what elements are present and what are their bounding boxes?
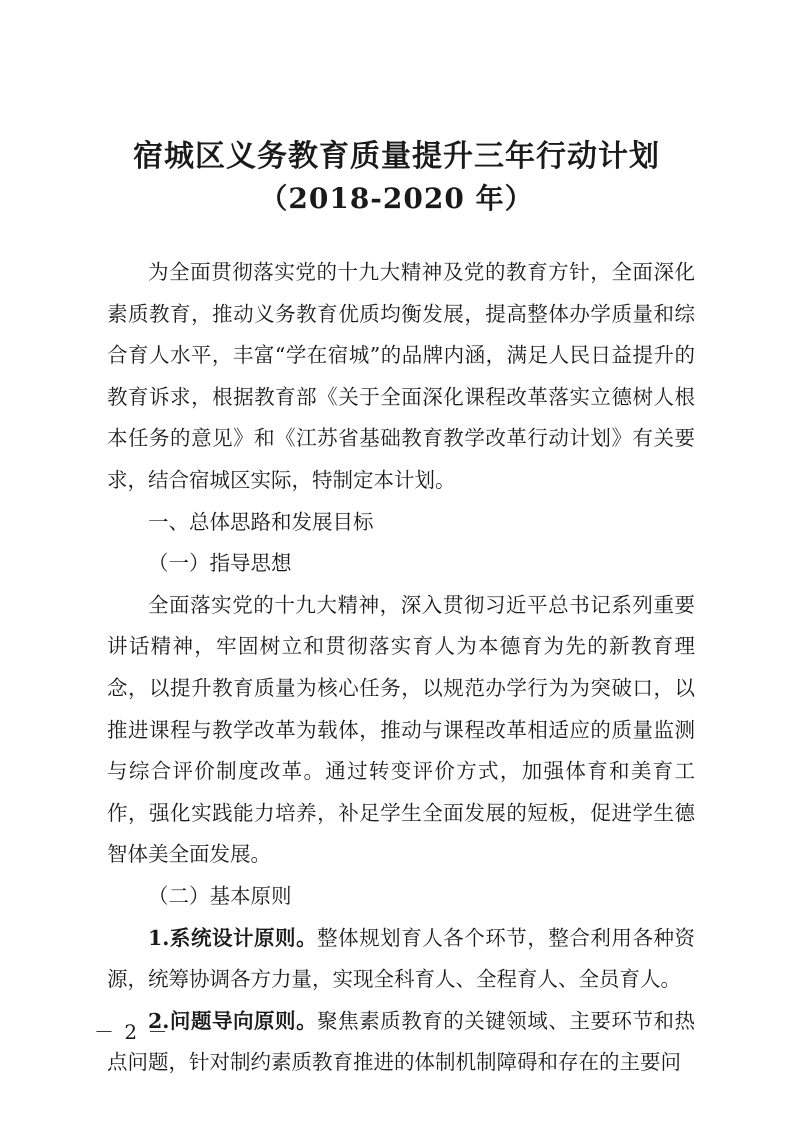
intro-paragraph: 为全面贯彻落实党的十九大精神及党的教育方针，全面深化素质教育，推动义务教育优质均衡发展，提高整体办学质量和综合育人水平，丰富“学在宿城”的品牌内涵，满足人民日益提升的教育诉求，根据教育部《关于全面深化课程改革落实立德树人根本任务的意见》和《江苏省基础教育教学改革行动计划》有关要求，结合宿城区实际，特制定本计划。: [107, 260, 695, 492]
principle-2-lead: 2.问题导向原则。: [148, 1008, 318, 1033]
section-heading: 一、总体思路和发展目标: [148, 509, 374, 534]
principle-1-paragraph: [107, 918, 695, 1001]
principle-1-text: 整体规划育人各个环节，整合利用各种资源，统筹协调各方力量，实现全科育人、全程育人、全员育人。: [107, 925, 695, 992]
guiding-ideology-paragraph: 全面落实党的十九大精神，深入贯彻习近平总书记系列重要讲话精神，牢固树立和贯彻落实育人为本德育为先的新教育理念，以提升教育质量为核心任务，以规范办学行为为突破口，以推进课程与教学改革为载体，推动与课程改革相适应的质量监测与综合评价制度改革。通过转变评价方式，加强体育和美育工作，强化实践能力培养，补足学生全面发展的短板，促进学生德智体美全面发展。: [107, 592, 695, 867]
document-subtitle: （2018-2020 年）: [259, 182, 534, 215]
page-number: － 2 －: [94, 1020, 170, 1044]
subsection-heading-basic-principles: （二）基本原则: [148, 883, 292, 908]
principle-2-text: 聚焦素质教育的关键领域、主要环节和热点问题，针对制约素质教育推进的体制机制障碍和存在的主要问: [107, 1008, 695, 1075]
document-title: 宿城区义务教育质量提升三年行动计划: [133, 139, 660, 174]
document-body: [107, 252, 695, 1084]
principle-1-lead: 1.系统设计原则。: [148, 925, 318, 950]
subsection-heading-guiding-ideology: （一）指导思想: [148, 551, 292, 576]
principle-2-paragraph: [107, 1001, 695, 1084]
